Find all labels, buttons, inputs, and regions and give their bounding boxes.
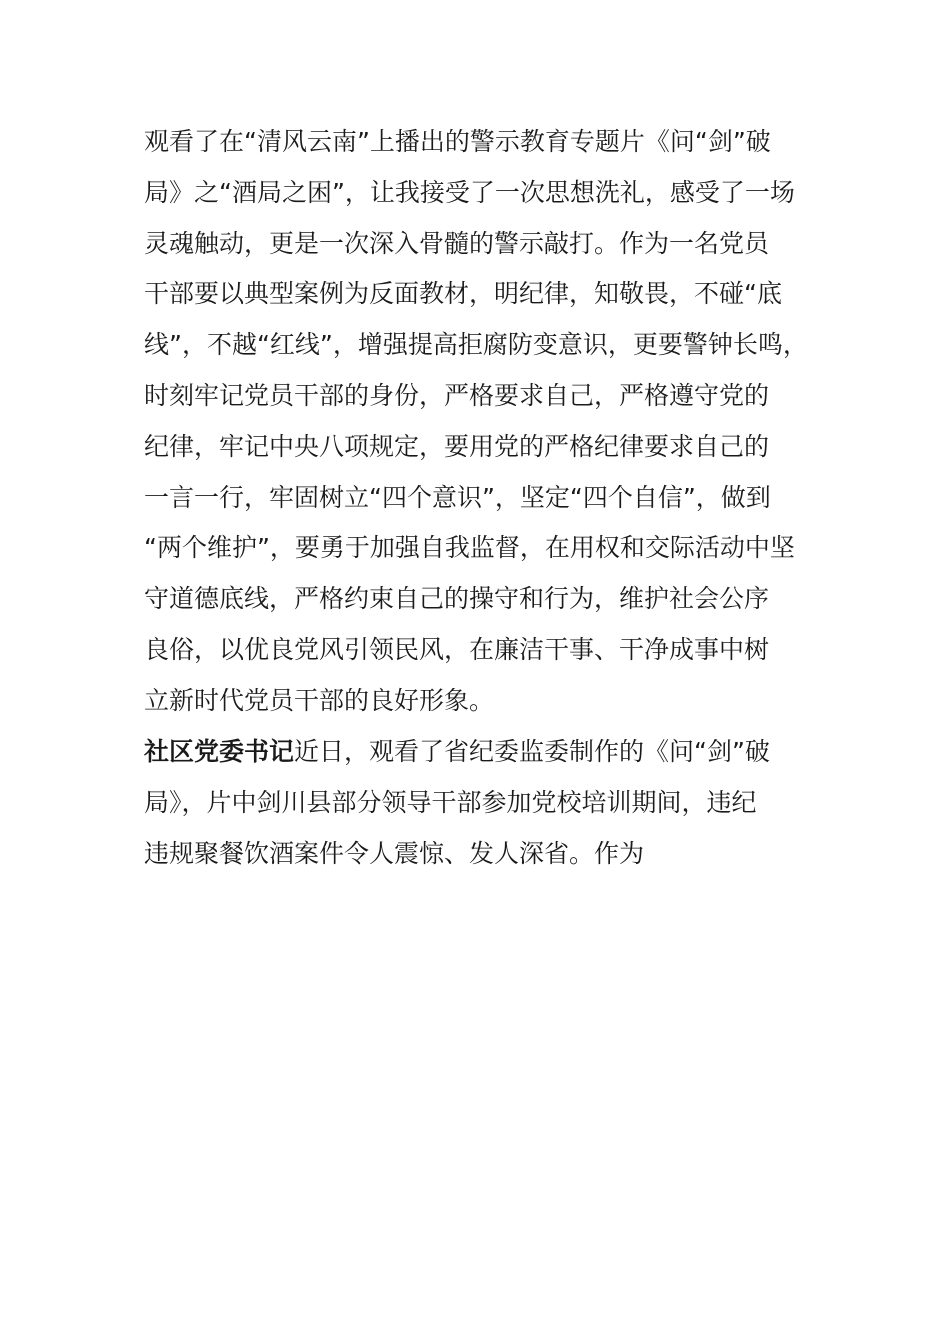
- text-line: 纪律，牢记中央八项规定，要用党的严格纪律要求自己的: [144, 431, 770, 461]
- text-line: 灵魂触动，更是一次深入骨髓的警示敲打。作为一名党员: [144, 228, 770, 258]
- text-line: 局》，片中剑川县部分领导干部参加党校培训期间，违纪: [144, 787, 757, 817]
- text-line: 违规聚餐饮酒案件令人震惊、发人深省。作为: [144, 838, 645, 868]
- speaker-label: 社区党委书记: [144, 737, 295, 766]
- paragraph-1: [144, 117, 814, 727]
- text-line: 线”，不越“红线”，增强提高拒腐防变意识，更要警钟长鸣，: [144, 330, 808, 360]
- text-line: 干部要以典型案例为反面教材，明纪律，知敬畏，不碰“底: [144, 279, 782, 309]
- paragraph-2: [144, 727, 814, 879]
- first-line-text: 近日，观看了省纪委监委制作的《问“剑”破: [294, 737, 770, 766]
- text-line: 一言一行，牢固树立“四个意识”，坚定“四个自信”，做到: [144, 482, 771, 512]
- text-line: 局》之“酒局之困”，让我接受了一次思想洗礼，感受了一场: [144, 177, 795, 207]
- text-line: 立新时代党员干部的良好形象。: [144, 685, 495, 715]
- text-line: 良俗，以优良党风引领民风，在廉洁干事、干净成事中树: [144, 634, 770, 664]
- text-line: 守道德底线，严格约束自己的操守和行为，维护社会公序: [144, 584, 770, 614]
- text-line: 观看了在“清风云南”上播出的警示教育专题片《问“剑”破: [144, 127, 771, 156]
- text-line: “两个维护”，要勇于加强自我监督，在用权和交际活动中坚: [144, 533, 795, 563]
- text-line: [144, 727, 814, 778]
- text-line: 时刻牢记党员干部的身份，严格要求自己，严格遵守党的: [144, 380, 770, 410]
